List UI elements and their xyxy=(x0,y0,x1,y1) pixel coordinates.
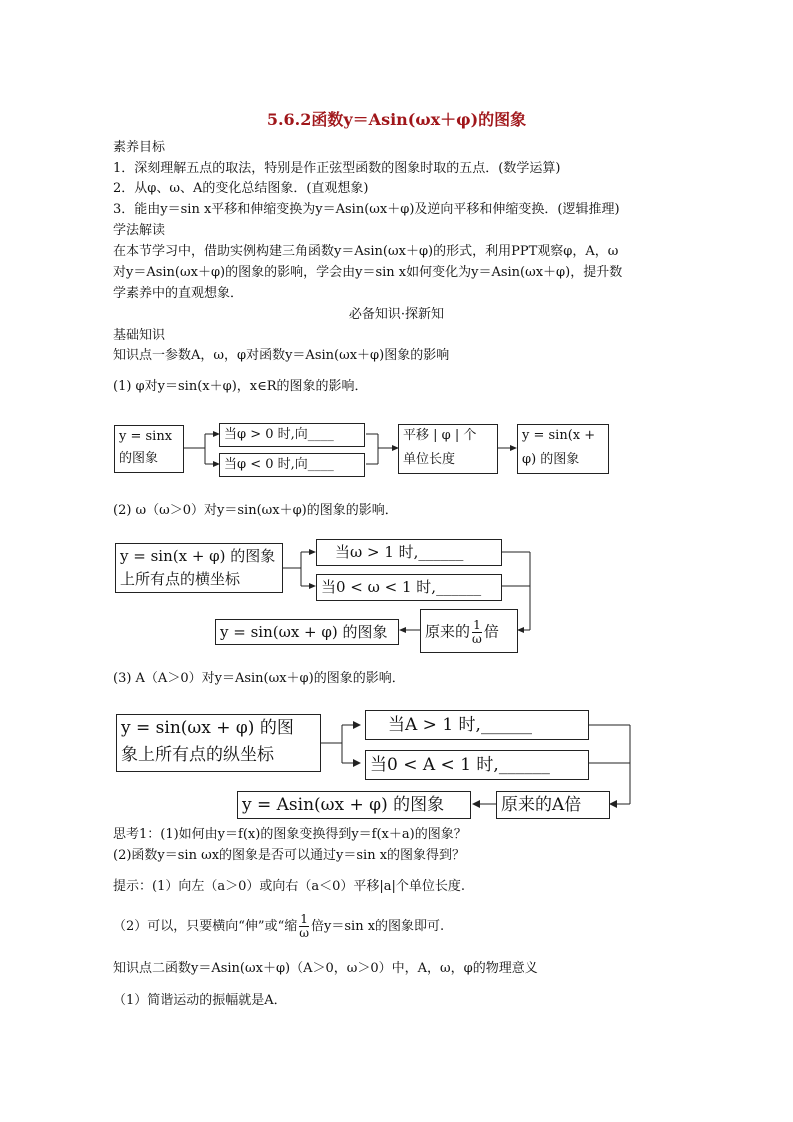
part-3-label: (3) A（A＞0）对y＝Asin(ωx＋φ)的图象的影响． xyxy=(113,671,405,686)
hint-2-fraction xyxy=(299,913,309,940)
hint-frac-den: ω xyxy=(299,926,310,940)
d2-frac-num: 1 xyxy=(473,618,481,632)
d3-up-box xyxy=(365,710,589,740)
d2-scale-prefix: 原来的 xyxy=(425,622,471,641)
goal-2: 2．从φ、ω、A的变化总结图象．(直观想象) xyxy=(113,181,369,196)
d2-down-text: 当0 < ω < 1 时,______ xyxy=(321,578,482,596)
d1-shift-line1: 平移 | φ | 个 xyxy=(403,428,477,443)
d2-start-line2: 上所有点的横坐标 xyxy=(120,570,241,588)
think-1: 思考1：(1)如何由y＝f(x)的图象变换得到y＝f(x＋a)的图象？ xyxy=(113,827,467,842)
d3-start-line1: y = sin(ωx + φ) 的图 xyxy=(121,718,294,738)
d1-end-line1: y = sin(x + xyxy=(522,428,596,443)
d1-down-text: 当φ < 0 时,向____ xyxy=(224,457,334,472)
part-2-label: (2) ω（ω＞0）对y＝sin(ωx＋φ)的图象的影响． xyxy=(113,503,398,518)
d1-start-line1: y = sinx xyxy=(119,429,173,444)
d2-scale-suffix: 倍 xyxy=(483,622,499,641)
d2-start-line1: y = sin(x + φ) 的图象 xyxy=(120,547,276,565)
heading-jichu: 基础知识 xyxy=(113,328,166,343)
d3-start-line2: 象上所有点的纵坐标 xyxy=(121,745,274,765)
d3-scale-text: 原来的A倍 xyxy=(501,795,582,815)
hint-2-suffix: 倍y＝sin x的图象即可. xyxy=(311,919,445,934)
d1-shift-line2: 单位长度 xyxy=(403,452,456,467)
heading-suyang: 素养目标 xyxy=(113,140,166,155)
d3-down-box xyxy=(365,750,589,780)
d3-start-box xyxy=(116,714,321,772)
d2-end-text: y = sin(ωx + φ) 的图象 xyxy=(220,623,388,641)
hint-2 xyxy=(113,912,444,942)
reading-line-1: 在本节学习中，借助实例构建三角函数y＝Asin(ωx＋φ)的形式，利用PPT观察φ，A，ω xyxy=(113,244,619,259)
d2-up-text: 当ω > 1 时,______ xyxy=(335,543,464,561)
part-1-label: (1) φ对y＝sin(x＋φ)，x∈R的图象的影响． xyxy=(113,379,368,394)
d2-frac-den: ω xyxy=(472,632,482,646)
d1-up-text: 当φ > 0 时,向____ xyxy=(224,427,334,442)
reading-line-2: 对y＝Asin(ωx＋φ)的图象的影响，学会由y＝sin x如何变化为y＝Asin(ωx＋φ)，提升数 xyxy=(113,265,623,280)
reading-line-3: 学素养中的直观想象． xyxy=(113,286,244,301)
page-title: 5.6.2函数y＝Asin(ωx＋φ)的图象 xyxy=(266,110,527,129)
section-title: 必备知识·探新知 xyxy=(348,307,445,322)
d1-end-line2: φ) 的图象 xyxy=(522,452,580,467)
d3-end-box xyxy=(237,791,471,819)
goal-3: 3．能由y＝sin x平移和伸缩变换为y＝Asin(ωx＋φ)及逆向平移和伸缩变换．(逻辑推理) xyxy=(113,202,620,217)
d3-scale-box xyxy=(496,791,610,819)
hint-1: 提示：(1）向左（a＞0）或向右（a＜0）平移|a|个单位长度. xyxy=(113,879,466,894)
d3-end-text: y = Asin(ωx + φ) 的图象 xyxy=(242,795,445,815)
heading-xuefa: 学法解读 xyxy=(113,223,166,238)
hint-2-prefix: （2）可以，只要横向“伸”或“缩 xyxy=(113,919,298,934)
d1-start-line2: 的图象 xyxy=(119,451,159,466)
d3-down-text: 当0 < A < 1 时,______ xyxy=(370,755,550,775)
knowledge-point-1: 知识点一参数A，ω，φ对函数y＝Asin(ωx＋φ)图象的影响 xyxy=(113,348,450,363)
knowledge-point-2: 知识点二函数y＝Asin(ωx＋φ)（A＞0，ω＞0）中，A，ω，φ的物理意义 xyxy=(113,961,538,976)
d3-up-text: 当A > 1 时,______ xyxy=(388,715,532,735)
amplitude-line: （1）简谐运动的振幅就是A． xyxy=(113,993,287,1008)
goal-1: 1．深刻理解五点的取法，特别是作正弦型函数的图象时取的五点．(数学运算) xyxy=(113,161,561,176)
hint-frac-num: 1 xyxy=(300,912,308,926)
think-2: (2)函数y＝sin ωx的图象是否可以通过y＝sin x的图象得到？ xyxy=(113,848,466,863)
